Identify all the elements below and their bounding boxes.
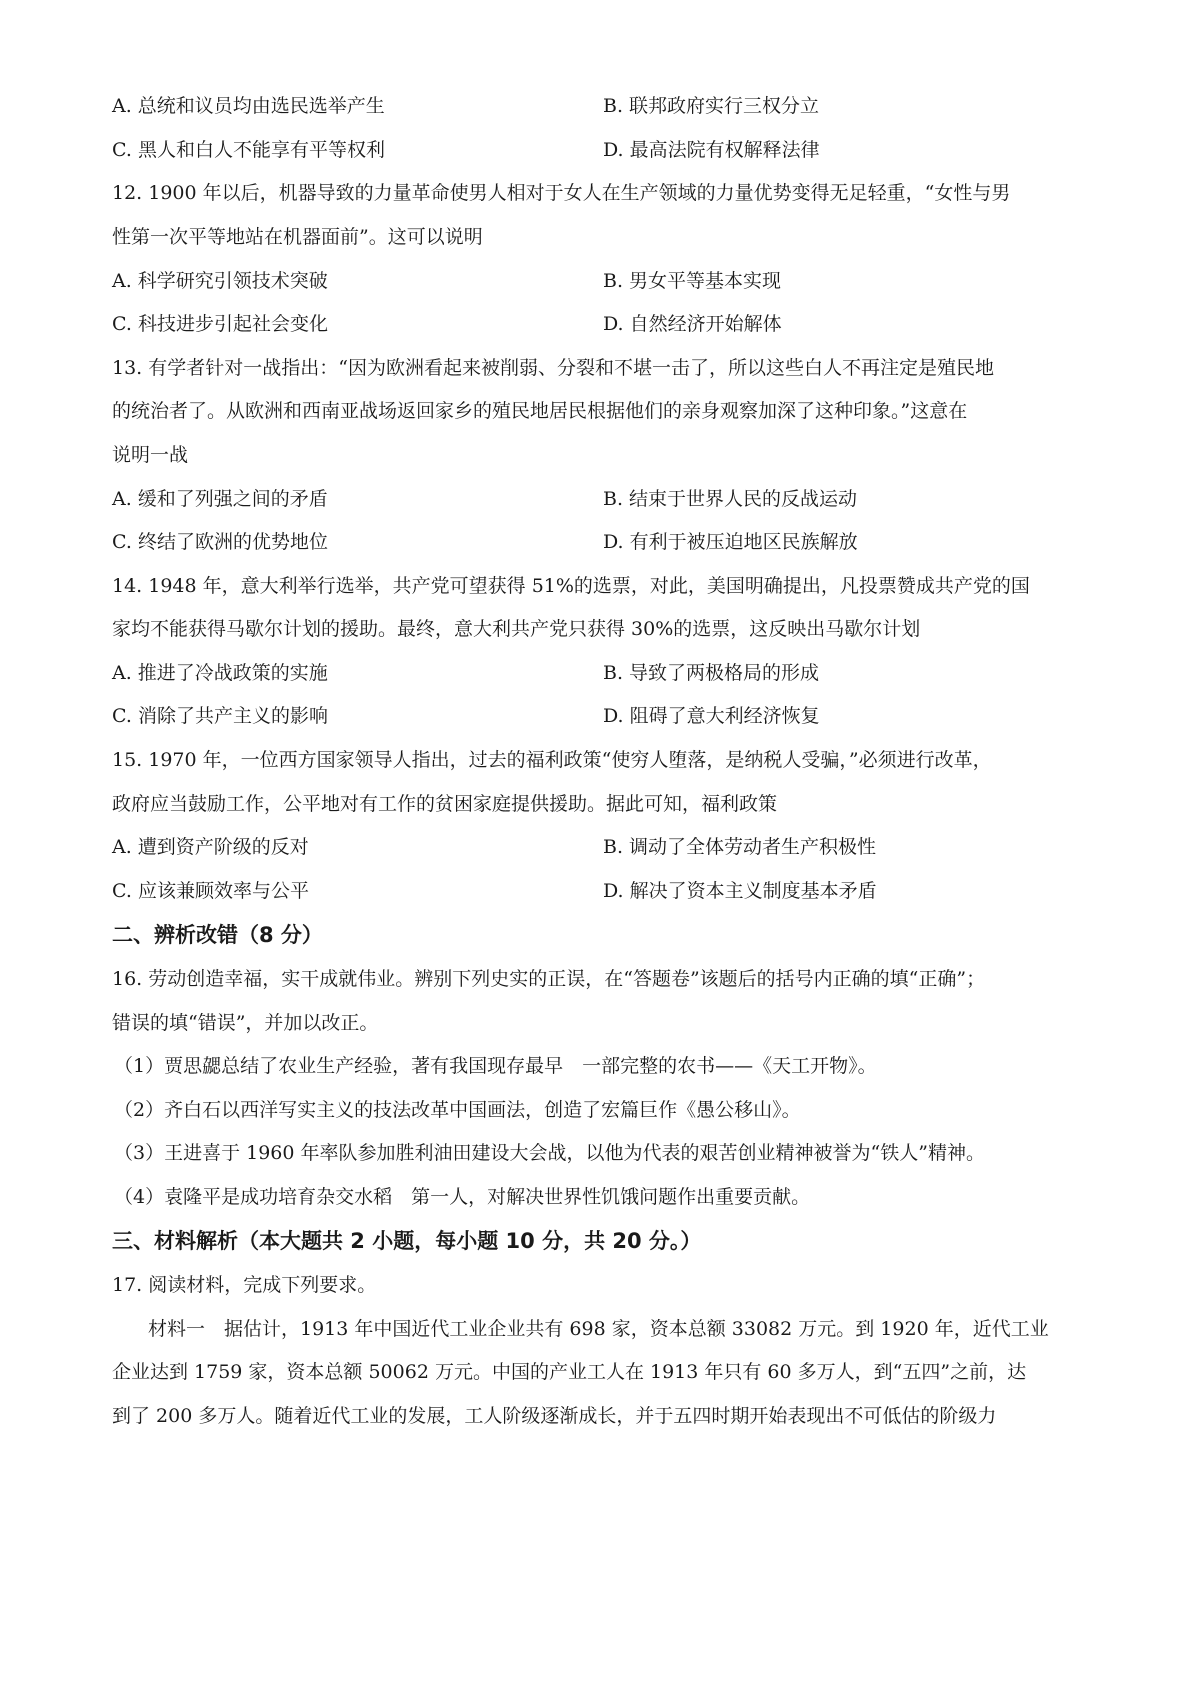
q17-material-line2: 企业达到 1759 家，资本总额 50062 万元。中国的产业工人在 1913 年只有 60 多万人，到“五四”之前，达 — [112, 1361, 1027, 1383]
section-2-heading: 二、辨析改错（8 分） — [112, 923, 323, 947]
q14-option-c: C. 消除了共产主义的影响 — [112, 705, 328, 727]
q12-option-a: A. 科学研究引领技术突破 — [112, 270, 328, 292]
q16-item-4: （4）袁隆平是成功培育杂交水稻 第一人，对解决世界性饥饿问题作出重要贡献。 — [114, 1186, 811, 1208]
q17-stem: 17. 阅读材料，完成下列要求。 — [112, 1274, 377, 1296]
q11-option-c: C. 黑人和白人不能享有平等权利 — [112, 139, 385, 161]
q14-option-b: B. 导致了两极格局的形成 — [603, 662, 820, 684]
q13-option-d: D. 有利于被压迫地区民族解放 — [603, 531, 858, 553]
q17-material-line1: 材料一 据估计，1913 年中国近代工业企业共有 698 家，资本总额 33082 万元。到 1920 年，近代工业 — [148, 1318, 1049, 1340]
q15-option-c: C. 应该兼顾效率与公平 — [112, 880, 309, 902]
q13-stem-line1: 13. 有学者针对一战指出：“因为欧洲看起来被削弱、分裂和不堪一击了，所以这些白人不再注定是殖民地 — [112, 357, 994, 379]
q13-stem-line2: 的统治者了。从欧洲和西南亚战场返回家乡的殖民地居民根据他们的亲身观察加深了这种印象。”这意在 — [112, 400, 968, 422]
q12-option-b: B. 男女平等基本实现 — [603, 270, 782, 292]
q15-option-b: B. 调动了全体劳动者生产积极性 — [603, 836, 877, 858]
q14-stem-line1: 14. 1948 年，意大利举行选举，共产党可望获得 51%的选票，对此，美国明确提出，凡投票赞成共产党的国 — [112, 575, 1030, 597]
q11-option-b: B. 联邦政府实行三权分立 — [603, 95, 820, 117]
q13-option-a: A. 缓和了列强之间的矛盾 — [112, 488, 328, 510]
q13-stem-line3: 说明一战 — [112, 444, 189, 466]
q12-stem-line2: 性第一次平等地站在机器面前”。这可以说明 — [112, 226, 483, 248]
q14-option-d: D. 阻碍了意大利经济恢复 — [603, 705, 820, 727]
q12-stem-line1: 12. 1900 年以后，机器导致的力量革命使男人相对于女人在生产领域的力量优势变得无足轻重，“女性与男 — [112, 182, 1011, 204]
q16-stem-line2: 错误的填“错误”，并加以改正。 — [112, 1012, 379, 1034]
q14-option-a: A. 推进了冷战政策的实施 — [112, 662, 328, 684]
q16-stem-line1: 16. 劳动创造幸福，实干成就伟业。辨别下列史实的正误，在“答题卷”该题后的括号内正确的填“正确”； — [112, 968, 986, 990]
q14-stem-line2: 家均不能获得马歇尔计划的援助。最终，意大利共产党只获得 30%的选票，这反映出马歇尔计划 — [112, 618, 921, 640]
q11-option-d: D. 最高法院有权解释法律 — [603, 139, 820, 161]
q15-option-d: D. 解决了资本主义制度基本矛盾 — [603, 880, 877, 902]
q15-stem-line2: 政府应当鼓励工作，公平地对有工作的贫困家庭提供援助。据此可知，福利政策 — [112, 793, 778, 815]
q15-option-a: A. 遭到资产阶级的反对 — [112, 836, 309, 858]
q12-option-d: D. 自然经济开始解体 — [603, 313, 782, 335]
section-3-heading: 三、材料解析（本大题共 2 小题，每小题 10 分，共 20 分。） — [112, 1229, 702, 1253]
q13-option-b: B. 结束于世界人民的反战运动 — [603, 488, 858, 510]
q17-material-line3: 到了 200 多万人。随着近代工业的发展，工人阶级逐渐成长，并于五四时期开始表现出不可低估的阶级力 — [112, 1405, 997, 1427]
q11-option-a: A. 总统和议员均由选民选举产生 — [112, 95, 385, 117]
q16-item-3: （3）王进喜于 1960 年率队参加胜利油田建设大会战，以他为代表的艰苦创业精神被誉为“铁人”精神。 — [114, 1142, 985, 1164]
q16-item-2: （2）齐白石以西洋写实主义的技法改革中国画法，创造了宏篇巨作《愚公移山》。 — [114, 1099, 801, 1121]
q15-stem-line1: 15. 1970 年，一位西方国家领导人指出，过去的福利政策“使穷人堕落，是纳税人受骗，”必须进行改革， — [112, 749, 992, 771]
q13-option-c: C. 终结了欧洲的优势地位 — [112, 531, 328, 553]
q16-item-1: （1）贾思勰总结了农业生产经验，著有我国现存最早 一部完整的农书——《天工开物》。 — [114, 1055, 877, 1077]
q12-option-c: C. 科技进步引起社会变化 — [112, 313, 328, 335]
